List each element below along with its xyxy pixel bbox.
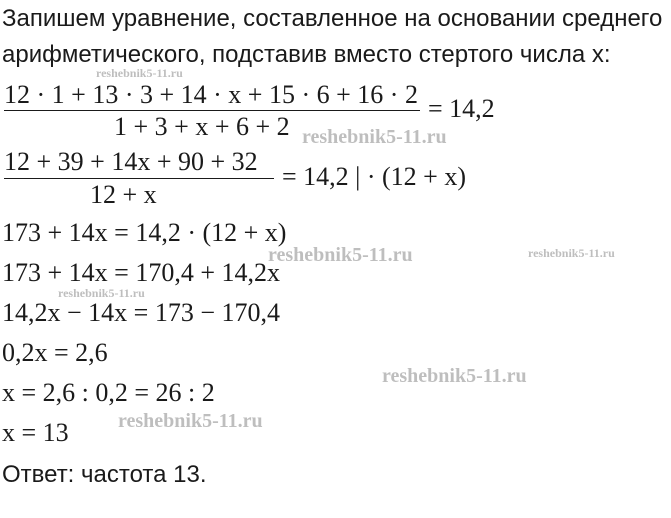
watermark: reshebnik5-11.ru (382, 365, 527, 387)
watermark: reshebnik5-11.ru (302, 126, 447, 148)
step-5: x = 2,6 : 0,2 = 26 : 2 (2, 378, 215, 407)
eq2-numerator: 12 + 39 + 14x + 90 + 32 (4, 147, 258, 176)
eq1-fraction-bar (4, 110, 420, 111)
eq1-numerator: 12 · 1 + 13 · 3 + 14 · x + 15 · 6 + 16 · 2 (4, 80, 418, 109)
watermark: reshebnik5-11.ru (268, 244, 413, 266)
step-2: 173 + 14x = 170,4 + 14,2x (2, 258, 280, 287)
eq2-rhs: = 14,2 | · (12 + x) (282, 162, 467, 191)
intro-line-2: арифметического, подставив вместо стертого числа x: (2, 41, 611, 68)
step-6: x = 13 (2, 418, 69, 447)
answer-line: Ответ: частота 13. (2, 461, 207, 488)
eq2-fraction-bar (4, 178, 274, 179)
step-4: 0,2x = 2,6 (2, 338, 108, 367)
intro-line-1: Запишем уравнение, составленное на основании среднего (2, 5, 663, 32)
watermark: reshebnik5-11.ru (96, 66, 183, 80)
watermark: reshebnik5-11.ru (58, 286, 145, 300)
watermark: reshebnik5-11.ru (528, 246, 615, 260)
step-3: 14,2x − 14x = 173 − 170,4 (2, 298, 280, 327)
watermark: reshebnik5-11.ru (118, 410, 263, 432)
step-1: 173 + 14x = 14,2 · (12 + x) (2, 218, 287, 247)
eq1-denominator: 1 + 3 + x + 6 + 2 (114, 112, 290, 141)
eq2-denominator: 12 + x (90, 180, 157, 209)
eq1-rhs: = 14,2 (428, 94, 495, 123)
